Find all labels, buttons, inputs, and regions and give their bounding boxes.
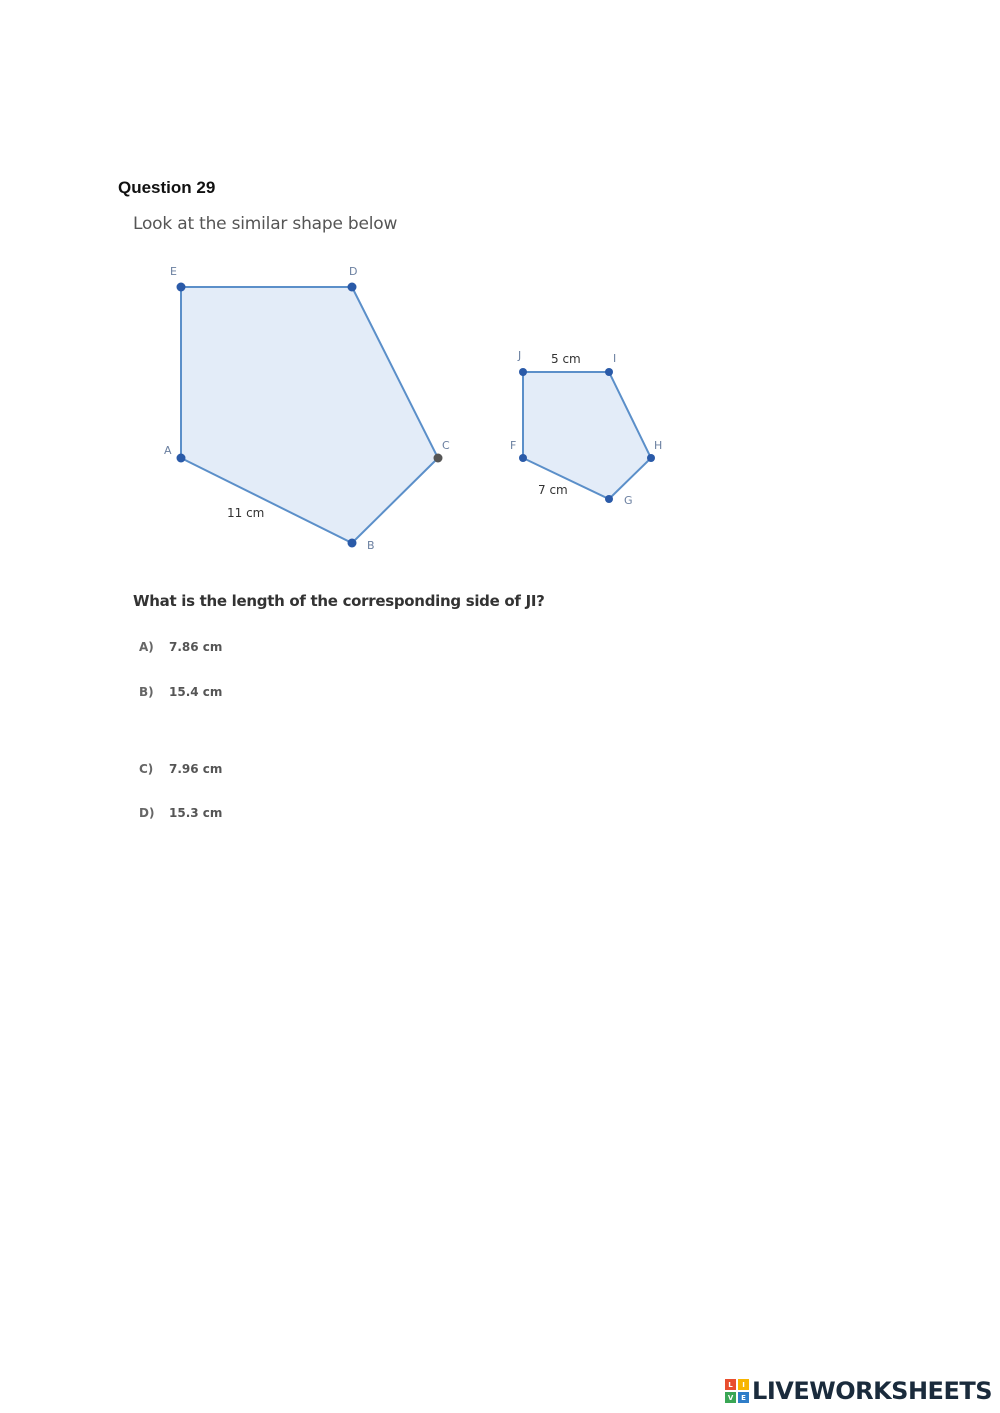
label-b: B	[367, 539, 375, 552]
option-d-letter: D)	[139, 806, 155, 820]
side-label-fg: 7 cm	[538, 483, 568, 497]
side-label-ji: 5 cm	[551, 352, 581, 366]
point-c	[434, 454, 443, 463]
option-b-letter: B)	[139, 685, 154, 699]
option-a-text: 7.86 cm	[169, 640, 223, 654]
question-prompt: What is the length of the corresponding side of JI?	[133, 592, 545, 610]
point-e	[177, 283, 186, 292]
large-pentagon	[181, 287, 438, 543]
logo-letter-i: I	[738, 1379, 749, 1390]
liveworksheets-brand	[725, 1377, 992, 1405]
option-d[interactable]	[139, 806, 222, 820]
logo-letter-v: V	[725, 1392, 736, 1403]
point-g	[605, 495, 613, 503]
label-j: J	[518, 349, 522, 362]
point-i	[605, 368, 613, 376]
point-h	[647, 454, 655, 462]
option-b[interactable]	[139, 685, 222, 699]
logo-letter-l: L	[725, 1379, 736, 1390]
option-d-text: 15.3 cm	[169, 806, 223, 820]
side-label-ab: 11 cm	[227, 506, 265, 520]
label-i: I	[613, 352, 617, 365]
label-h: H	[654, 439, 663, 452]
question-title: Question 29	[118, 178, 216, 197]
option-c-letter: C)	[139, 762, 154, 776]
small-pentagon	[523, 372, 651, 499]
similar-shapes-figure	[0, 0, 1000, 580]
label-d: D	[349, 265, 358, 278]
option-c[interactable]	[139, 762, 222, 776]
point-a	[177, 454, 186, 463]
brand-name: LIVEWORKSHEETS	[752, 1377, 992, 1405]
logo-letter-e: E	[738, 1392, 749, 1403]
point-d	[348, 283, 357, 292]
option-a[interactable]	[139, 640, 222, 654]
point-j	[519, 368, 527, 376]
label-g: G	[624, 494, 633, 507]
point-b	[348, 539, 357, 548]
label-c: C	[442, 439, 450, 452]
label-f: F	[510, 439, 517, 452]
option-c-text: 7.96 cm	[169, 762, 223, 776]
label-e: E	[170, 265, 177, 278]
question-intro: Look at the similar shape below	[133, 214, 398, 234]
label-a: A	[164, 444, 172, 457]
liveworksheets-logo-icon	[725, 1379, 749, 1403]
point-f	[519, 454, 527, 462]
option-b-text: 15.4 cm	[169, 685, 223, 699]
option-a-letter: A)	[139, 640, 154, 654]
